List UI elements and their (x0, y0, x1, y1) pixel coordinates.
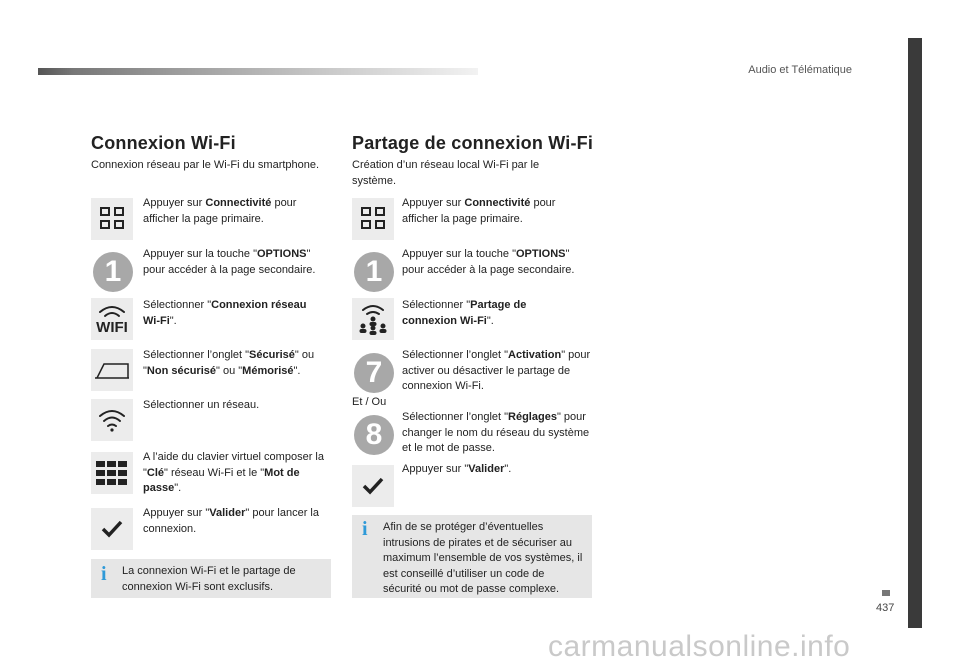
step-badge: 7 (354, 353, 394, 393)
left-info-box (91, 559, 331, 598)
page-number: 437 (876, 602, 895, 614)
right-step2-text: Appuyer sur la touche "OPTIONS" pour accéder à la page secondaire. (402, 248, 575, 276)
step-badge: 1 (354, 252, 394, 292)
right-intro: Création d’un réseau local Wi-Fi par le système. (352, 159, 540, 187)
header-gradient-bar (38, 68, 478, 75)
watermark: carmanualsonline.info (548, 630, 851, 663)
tab-icon (91, 349, 133, 391)
wifi-icon-label: WIFI (96, 318, 128, 336)
left-info-text: La connexion Wi-Fi et le partage de connexion Wi-Fi sont exclusifs. (122, 565, 296, 593)
hotspot-share-icon (352, 298, 394, 340)
left-step4-text: Sélectionner l’onglet "Sécurisé" ou "Non sécurisé" ou "Mémorisé". (143, 349, 315, 377)
right-title: Partage de connexion Wi-Fi (352, 133, 594, 153)
step-badge: 1 (93, 252, 133, 292)
info-icon: i (101, 563, 107, 585)
left-step6-text: A l’aide du clavier virtuel composer la "Clé" réseau Wi-Fi et le "Mot de passe". (143, 451, 324, 494)
left-step3-text: Sélectionner "Connexion réseau Wi-Fi". (143, 299, 307, 327)
right-info-text: Afin de se protéger d’éventuelles intrusions de pirates et de sécuriser au maximum l’ensemble de vos systèmes, il est conseillé d’utiliser un code de sécurité ou mot de passe complexe. (383, 521, 583, 595)
keyboard-icon (91, 452, 133, 494)
or-separator: Et / Ou (352, 396, 387, 408)
wifi-icon (91, 298, 133, 340)
left-step5-text: Sélectionner un réseau. (143, 399, 260, 411)
left-intro: Connexion réseau par le Wi-Fi du smartphone. (91, 159, 320, 171)
section-title: Audio et Télématique (748, 64, 852, 76)
right-info-box (352, 515, 592, 598)
checkmark-icon (91, 508, 133, 550)
left-step1-text: Appuyer sur Connectivité pour afficher la page primaire. (143, 197, 297, 225)
right-step5-text: Sélectionner l’onglet "Réglages" pour changer le nom du réseau du système et le mot de passe. (402, 411, 590, 454)
step-badge: 8 (354, 415, 394, 455)
wifi-signal-icon (91, 399, 133, 441)
right-step3-text: Sélectionner "Partage de connexion Wi-Fi". (402, 299, 527, 327)
left-step2-text: Appuyer sur la touche "OPTIONS" pour accéder à la page secondaire. (143, 248, 316, 276)
checkmark-icon (352, 465, 394, 507)
page-marker (882, 590, 890, 596)
side-strip (908, 38, 922, 628)
info-icon: i (362, 518, 368, 540)
right-step1-text: Appuyer sur Connectivité pour afficher la page primaire. (402, 197, 556, 225)
grid-icon (91, 198, 133, 240)
left-title: Connexion Wi-Fi (91, 133, 236, 153)
right-step6-text: Appuyer sur "Valider". (402, 463, 512, 475)
left-step7-text: Appuyer sur "Valider" pour lancer la connexion. (143, 507, 319, 535)
right-step4-text: Sélectionner l’onglet "Activation" pour activer ou désactiver le partage de connexion Wi-Fi. (402, 349, 591, 392)
grid-icon (352, 198, 394, 240)
